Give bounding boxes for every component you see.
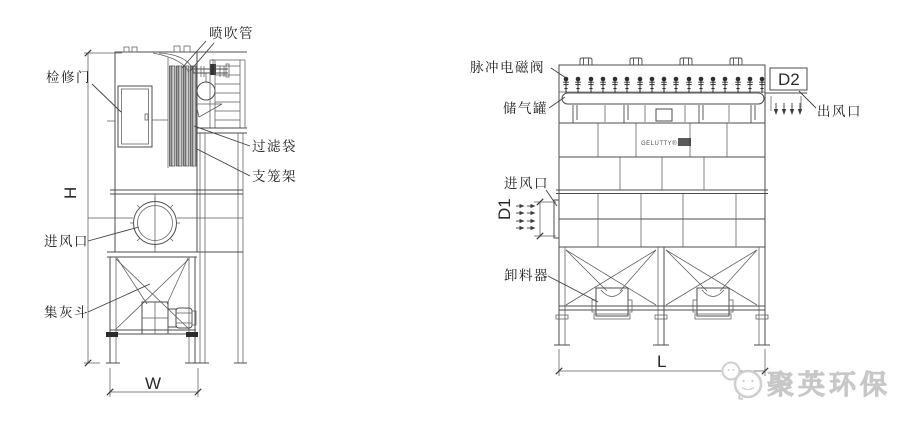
label-dust-hopper: 集灰斗: [44, 305, 89, 320]
label-cage-frame: 支笼架: [252, 169, 297, 184]
label-air-outlet: 出风口: [817, 104, 862, 119]
watermark-text: 聚英环保: [767, 370, 891, 400]
dim-d1-label: D1: [495, 198, 514, 220]
label-access-door: 检修门: [46, 70, 91, 85]
dim-h-label: H: [61, 186, 80, 199]
label-discharger: 卸料器: [504, 268, 549, 283]
label-air-tank: 储气罐: [503, 101, 548, 116]
label-pulse-valve: 脉冲电磁阀: [470, 60, 545, 75]
label-blow-pipe: 喷吹管: [209, 26, 254, 41]
label-air-inlet-right: 进风口: [504, 176, 549, 191]
dim-d2-label: D2: [778, 70, 800, 89]
label-air-inlet-left: 进风口: [44, 234, 89, 249]
label-filter-bag: 过滤袋: [252, 139, 297, 154]
dim-w-label: W: [145, 374, 162, 393]
brand-plate-mark: [678, 138, 691, 146]
brand-plate: GELUTTY®: [641, 141, 678, 147]
dim-l-label: L: [657, 352, 667, 371]
